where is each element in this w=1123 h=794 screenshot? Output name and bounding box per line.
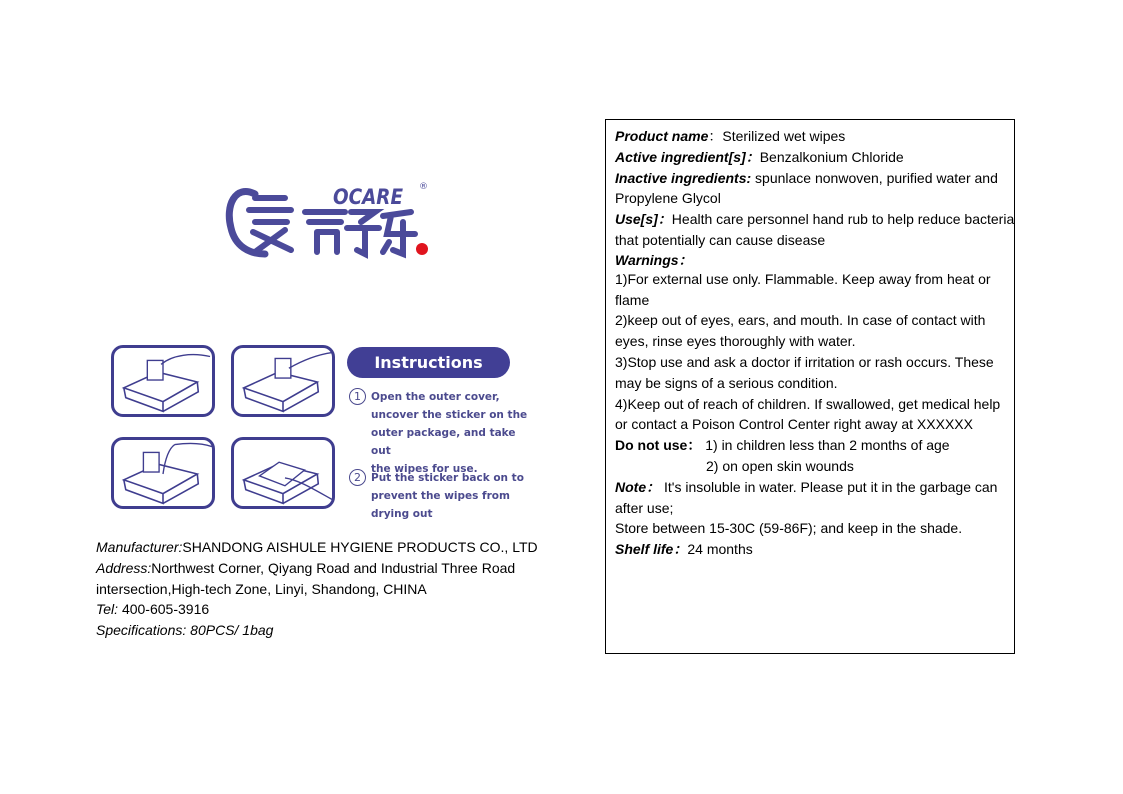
shelf-life-value: 24 months [687,541,753,558]
warning-line: flame [615,291,650,308]
warning-line: 1)For external use only. Flammable. Keep away from heat or [615,270,991,287]
manufacturer-label: Manufacturer: [96,539,183,555]
note-value: It's insoluble in water. Please put it in the garbage can [660,478,998,495]
use-label: Use[s]： [615,211,672,228]
address-value: Northwest Corner, Qiyang Road and Industrial Three Road [151,559,516,576]
step-number: 1 [349,388,366,405]
do-not-use-item: 2) on open skin wounds [706,457,854,474]
warning-line: eyes, rinse eyes thoroughly with water. [615,333,856,350]
separator: ： [708,128,723,144]
step-number: 2 [349,469,366,486]
do-not-use-item: 1) in children less than 2 months of age [701,437,950,454]
warning-line: 2)keep out of eyes, ears, and mouth. In case of contact with [615,312,986,329]
instruction-step-1 [349,388,531,478]
logo-latin-text: OCARE [333,185,404,209]
note-value-cont: after use; [615,499,674,516]
warning-line: 4)Keep out of reach of children. If swallowed, get medical help [615,395,1001,412]
registered-mark: ® [419,182,428,192]
do-not-use-label: Do not use： [615,437,702,454]
warning-line: or contact a Poison Control Center right away at XXXXXX [615,416,973,433]
active-ingredient-value: Benzalkonium Chloride [759,148,904,165]
ocare-logo [225,176,435,262]
storage-info: Store between 15-30C (59-86F); and keep in the shade. [615,520,963,537]
address-label: Address: [96,559,152,576]
instruction-image-open-cover [111,345,215,417]
instructions-heading: Instructions [347,347,510,378]
step-text: outer package, and take out [371,427,516,457]
tel-value: 400-605-3916 [118,601,210,618]
manufacturer-value: SHANDONG AISHULE HYGIENE PRODUCTS CO., LTD [182,539,538,555]
product-name-label: Product name [615,128,709,144]
manufacturer-info [96,537,556,641]
note-label: Note： [615,478,661,495]
use-value-cont: that potentially can cause disease [615,231,826,248]
tel-label: Tel: [96,601,119,618]
inactive-ingredients-value: spunlace nonwoven, purified water and [751,169,998,186]
specifications: Specifications: 80PCS/ 1bag [96,622,274,639]
step-text: Open the outer cover, [371,391,500,403]
address-value-cont: intersection,High-tech Zone, Linyi, Shandong, CHINA [96,580,427,597]
warning-line: 3)Stop use and ask a doctor if irritation or rash occurs. These [615,353,994,370]
product-label-box [605,119,1015,654]
use-value: Health care personnel hand rub to help reduce bacteria [671,211,1015,228]
shelf-life-label: Shelf life： [615,541,688,558]
step-text: the wipes for use. [371,463,478,475]
instruction-image-reseal [231,437,335,509]
inactive-ingredients-label: Inactive ingredients: [615,169,752,186]
instruction-image-take-wipe [111,437,215,509]
step-text: uncover the sticker on the [371,409,528,421]
warnings-label: Warnings： [615,251,693,268]
warning-line: may be signs of a serious condition. [615,374,838,391]
step-text: prevent the wipes from [371,490,510,502]
step-text: Put the sticker back on to [371,472,524,484]
inactive-ingredients-cont: Propylene Glycol [615,190,721,207]
instruction-step-2 [349,469,531,523]
active-ingredient-label: Active ingredient[s]： [615,148,760,165]
step-text: drying out [371,508,433,520]
instruction-image-peel-sticker [231,345,335,417]
product-name-value: Sterilized wet wipes [722,128,846,144]
